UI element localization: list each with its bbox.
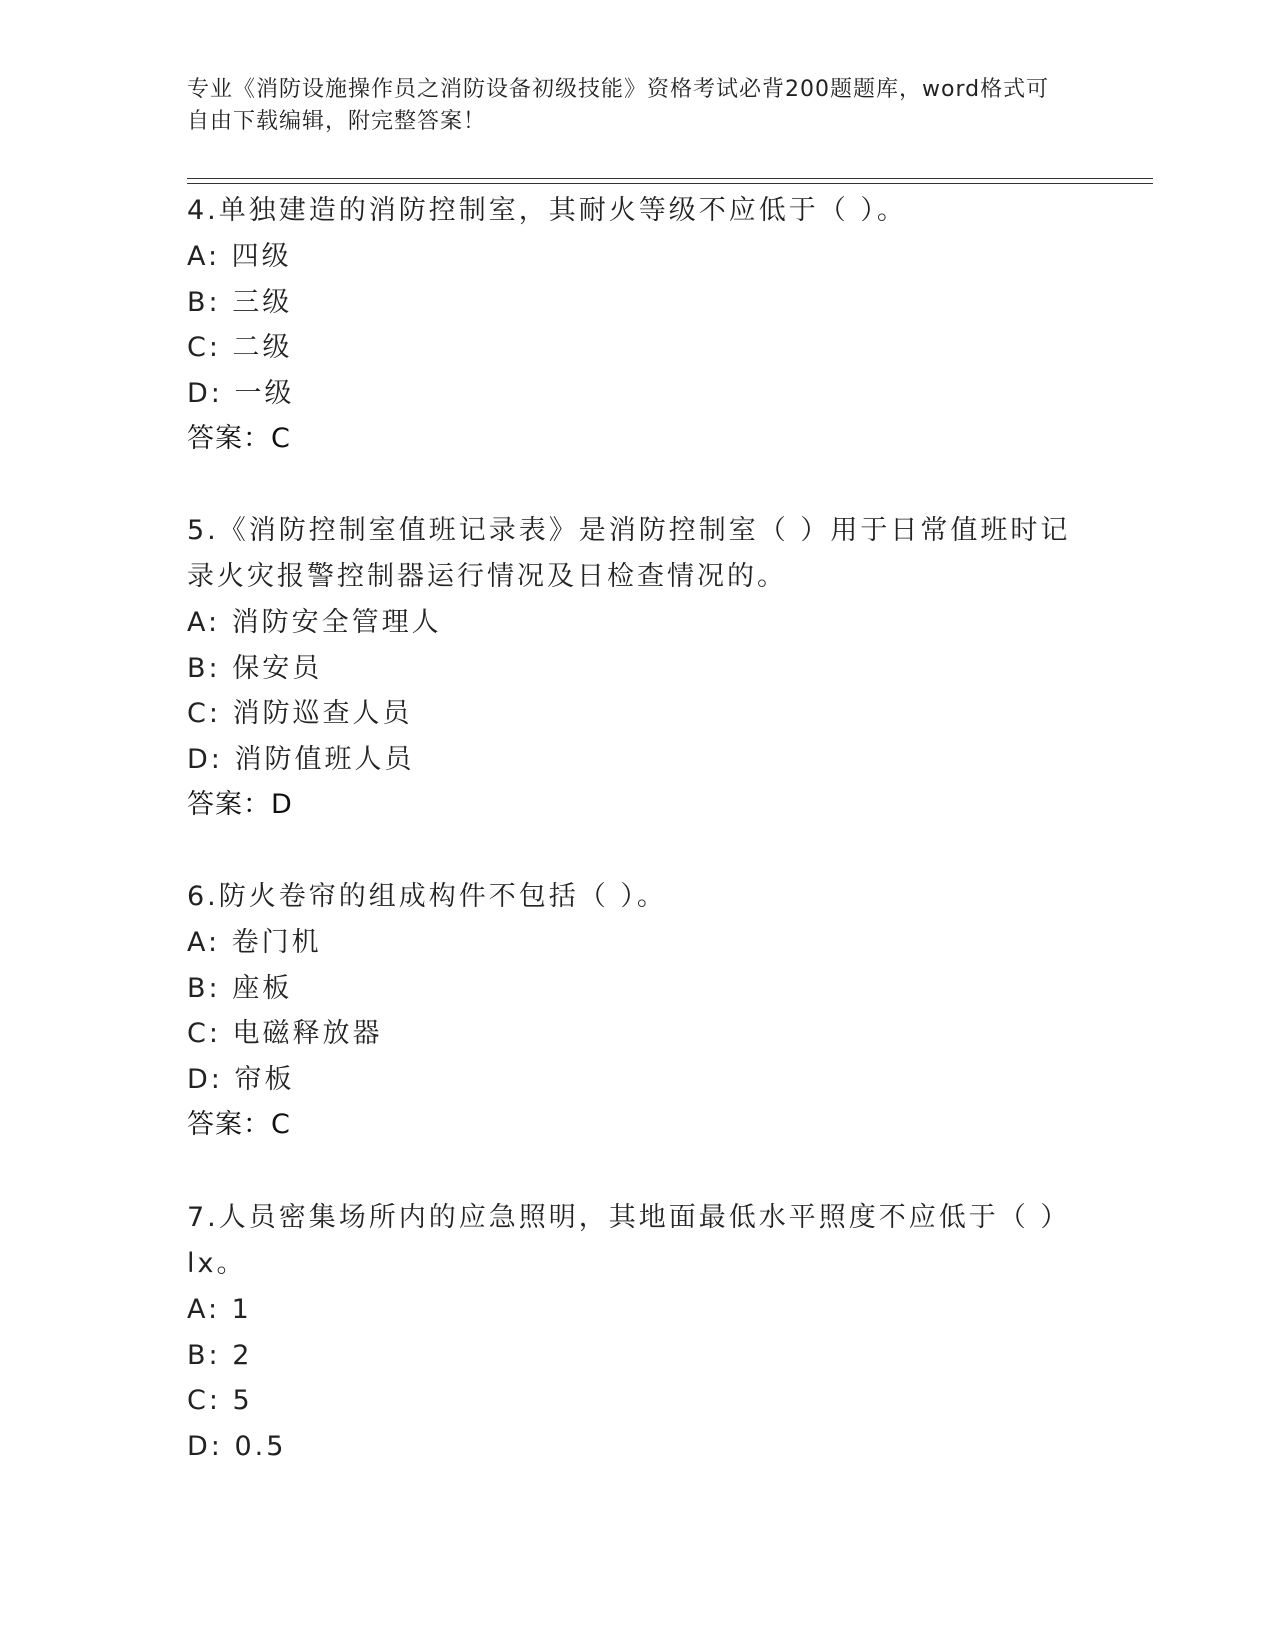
option-a: A: 卷门机	[187, 927, 322, 958]
option-d: D: 一级	[187, 377, 295, 409]
question-6	[187, 874, 1087, 1148]
answer: 答案：C	[187, 1109, 291, 1141]
question-stem: 5.《消防控制室值班记录表》是消防控制室（ ）用于日常值班时记录火灾报警控制器运行情况及日检查情况的。	[187, 515, 1071, 592]
document-header: 专业《消防设施操作员之消防设备初级技能》资格考试必背200题题库，word格式可自由下载编辑，附完整答案！	[187, 77, 1050, 134]
question-5	[187, 508, 1087, 828]
option-b: B: 2	[187, 1339, 253, 1371]
option-d: D: 0.5	[187, 1430, 287, 1462]
question-stem: 4.单独建造的消防控制室，其耐火等级不应低于（ ）。	[187, 195, 907, 226]
question-stem: 6.防火卷帘的组成构件不包括（ ）。	[187, 881, 667, 912]
option-c: C: 5	[187, 1385, 253, 1417]
option-a: A: 四级	[187, 241, 292, 272]
header-divider-bottom	[187, 183, 1153, 184]
option-c: C: 二级	[187, 332, 293, 364]
answer: 答案：D	[187, 789, 293, 821]
header-divider-top	[187, 178, 1153, 179]
question-7	[187, 1195, 1087, 1469]
option-c: C: 电磁释放器	[187, 1018, 383, 1050]
option-b: B: 座板	[187, 972, 293, 1004]
question-4	[187, 188, 1087, 462]
option-a: A: 1	[187, 1294, 252, 1325]
option-b: B: 保安员	[187, 652, 323, 684]
option-a: A: 消防安全管理人	[187, 607, 442, 638]
answer: 答案：C	[187, 423, 291, 455]
option-b: B: 三级	[187, 286, 293, 318]
option-c: C: 消防巡查人员	[187, 698, 413, 730]
question-stem: 7.人员密集场所内的应急照明，其地面最低水平照度不应低于（ ）lx。	[187, 1202, 1071, 1279]
option-d: D: 消防值班人员	[187, 743, 415, 775]
option-d: D: 帘板	[187, 1063, 295, 1095]
